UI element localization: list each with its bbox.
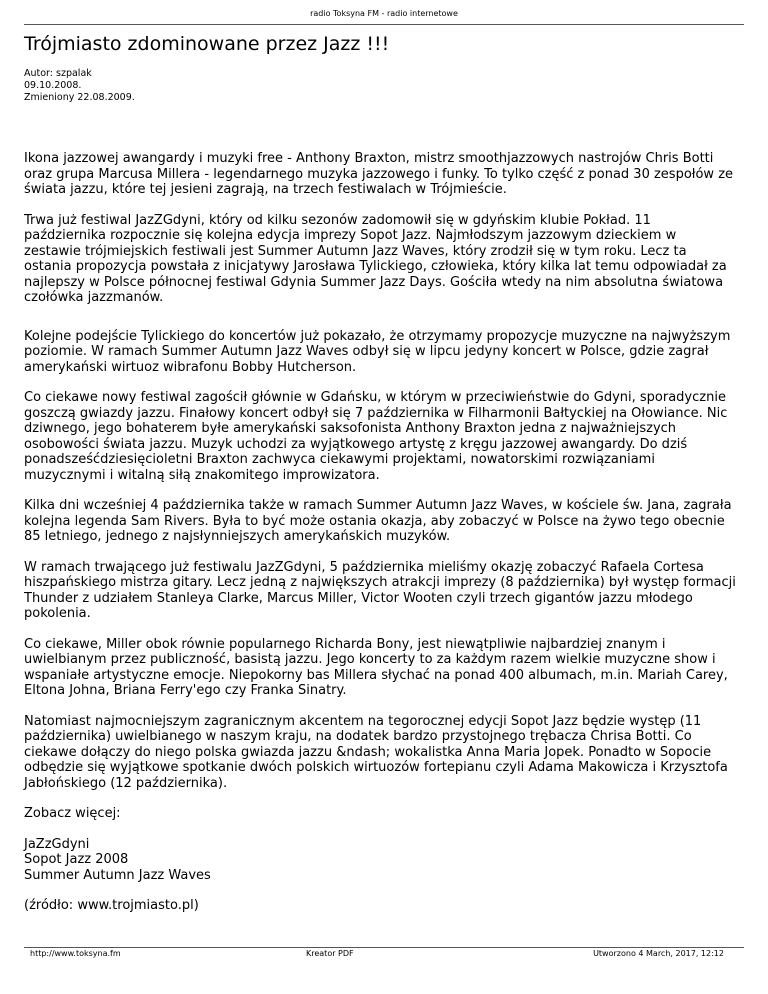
article-body bbox=[24, 151, 736, 929]
article-author: Autor: szpalak bbox=[24, 68, 92, 79]
related-link[interactable]: JaZzGdyni bbox=[24, 836, 90, 852]
paragraph: Natomiast najmocniejszym zagranicznym akcentem na tegorocznej edycji Sopot Jazz będzie występ (11 października) uwielbianego w naszym kraju, na dodatek bardzo przystojnego trębacza Chrisa Botti. Co ciekawe dołączy do niego polska gwiazda jazzu &ndash; wokalistka Anna Maria Jopek. Ponadto w Sopocie odbędzie się wyjątkowe spotkanie dwóch polskich wirtuozów fortepianu czyli Adama Makowicza i Krzysztofa Jabłońskiego (12 października). bbox=[24, 713, 728, 791]
related-links bbox=[24, 837, 736, 884]
footer-url[interactable]: http://www.toksyna.fm bbox=[30, 949, 121, 958]
paragraph: W ramach trwającego już festiwalu JazZGdyni, 5 października mieliśmy okazję zobaczyć Rafaela Cortesa hiszpańskiego mistrza gitary. Lecz jedną z największych atrakcji imprezy (8 października) był występ formacji Thunder z udziałem Stanleya Clarke, Marcus Miller, Victor Wooten czyli trzech gigantów jazzu młodego pokolenia. bbox=[24, 559, 736, 621]
see-more-label: Zobacz więcej: bbox=[24, 806, 121, 821]
footer-divider bbox=[24, 947, 744, 948]
footer-created: Utworzono 4 March, 2017, 12:12 bbox=[593, 949, 724, 958]
page-header: radio Toksyna FM - radio internetowe bbox=[310, 9, 458, 18]
paragraph: Ikona jazzowej awangardy i muzyki free - Anthony Braxton, mistrz smoothjazzowych nastrojów Chris Botti oraz grupa Marcusa Millera - legendarnego muzyka jazzowego i funky. To tylko część z ponad 30 zespołów ze świata jazzu, które tej jesieni zagrają, na trzech festiwalach w Trójmieście. bbox=[24, 151, 734, 197]
paragraph: Co ciekawe nowy festiwal zagościł głównie w Gdańsku, w którym w przeciwieństwie do Gdyni, sporadycznie goszczą gwiazdy jazzu. Finałowy koncert odbył się 7 października w Filharmonii Bałtyckiej na Ołowiance. Nic dziwnego, jego bohaterem byłe amerykański saksofonista Anthony Braxton jedna z najważniejszych osobowości świata jazzu. Muzyk uchodzi za wyjątkowego artystę z kręgu jazzowej awangardy. Do dziś ponadsześćdziesięcioletni Braxton zachwyca ciekawymi projektami, nowatorskimi rozwiązaniami muzycznymi i witalną siłą znakomitego improwizatora. bbox=[24, 390, 728, 483]
paragraph: Kolejne podejście Tylickiego do koncertów już pokazało, że otrzymamy propozycje muzyczne na najwyższym poziomie. W ramach Summer Autumn Jazz Waves odbył się w lipcu jedyny koncert w Polsce, gdzie zagrał amerykański wirtuoz wibrafonu Bobby Hutcherson. bbox=[24, 328, 731, 375]
article-meta bbox=[24, 68, 135, 104]
related-link[interactable]: Summer Autumn Jazz Waves bbox=[24, 867, 211, 883]
footer-generator: Kreator PDF bbox=[306, 949, 354, 958]
source-note: (źródło: www.trojmiasto.pl) bbox=[24, 898, 199, 913]
header-divider bbox=[24, 24, 744, 25]
related-link[interactable]: Sopot Jazz 2008 bbox=[24, 852, 129, 867]
paragraph: Co ciekawe, Miller obok równie popularnego Richarda Bony, jest niewątpliwie najbardziej znanym i uwielbianym przez publiczność, basistą jazzu. Jego koncerty to za każdym razem wielkie muzyczne show i wspaniałe artystyczne emocje. Niepokorny bas Millera słychać na ponad 400 albumach, m.in. Mariah Carey, Eltona Johna, Briana Ferry'ego czy Franka Sinatry. bbox=[24, 636, 728, 698]
paragraph: Trwa już festiwal JazZGdyni, który od kilku sezonów zadomowił się w gdyńskim klubie Pokład. 11 października rozpocznie się kolejna edycja imprezy Sopot Jazz. Najmłodszym jazzowym dzieckiem w zestawie trójmiejskich festiwali jest Summer Autumn Jazz Waves, który zrodził się w tym roku. Lecz ta ostania propozycja powstała z inicjatywy Jarosława Tylickiego, człowieka, który kilka lat temu odpowiadał za najlepszy w Polsce północnej festiwal Gdynia Summer Jazz Days. Gościła wtedy na nim absolutna światowa czołówka jazzmanów. bbox=[24, 212, 727, 305]
article-modified: Zmieniony 22.08.2009. bbox=[24, 92, 135, 103]
article-title: Trójmiasto zdominowane przez Jazz !!! bbox=[24, 33, 390, 55]
article-date: 09.10.2008. bbox=[24, 80, 82, 91]
paragraph: Kilka dni wcześniej 4 października także w ramach Summer Autumn Jazz Waves, w kościele św. Jana, zagrała kolejna legenda Sam Rivers. Była to być może ostania okazja, aby zobaczyć w Polsce na żywo tego obecnie 85 letniego, jednego z najsłynniejszych amerykańskich muzyków. bbox=[24, 498, 732, 544]
